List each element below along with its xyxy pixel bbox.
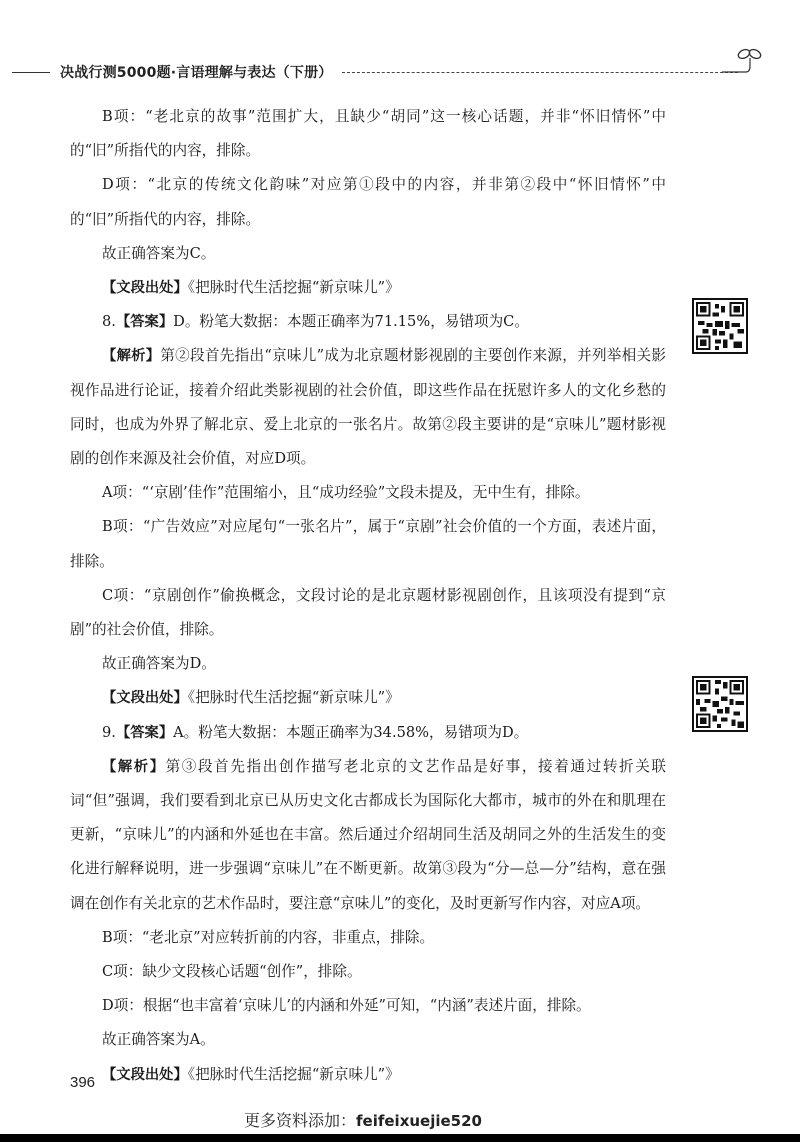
answer-q9: 9.【答案】A。粉笔大数据：本题正确率为34.58%，易错项为D。 [102, 723, 529, 741]
footer-watermark [244, 1108, 482, 1131]
option-d-analysis-q7: D项：“北京的传统文化韵味”对应第①段中的内容，并非第②段中“怀旧情怀”中的“旧”所指代的内容，排除。 [70, 176, 666, 228]
correct-answer-q8: 故正确答案为D。 [102, 655, 216, 673]
qr-code-icon [694, 678, 746, 730]
analysis-label: 【解析】 [102, 758, 166, 775]
correct-answer-q7: 故正确答案为C。 [102, 244, 216, 262]
option-c-analysis-q8: C项：“京剧创作”偷换概念，文段讨论的是北京题材影视剧创作，且该项没有提到“京剧”的社会价值，排除。 [70, 586, 666, 639]
sprout-icon [722, 46, 762, 82]
book-title: 决战行测5000题·言语理解与表达（下册） [60, 65, 333, 81]
answer-label: 【答案】 [115, 314, 174, 331]
source-label: 【文段出处】 [102, 1066, 188, 1083]
document-body [70, 100, 666, 1092]
option-b-analysis-q9: B项：“老北京”对应转折前的内容，非重点，排除。 [102, 928, 435, 946]
footer-prefix: 更多资料添加： [244, 1111, 357, 1130]
source-label: 【文段出处】 [102, 690, 188, 707]
qr-code-q8[interactable] [692, 298, 748, 354]
source-label: 【文段出处】 [102, 280, 188, 297]
header-rule-left [12, 72, 50, 73]
bottom-black-bar [0, 1134, 800, 1142]
qr-code-q9[interactable] [692, 676, 748, 732]
analysis-q9: 【解析】第③段首先指出创作描写老北京的文艺作品是好事，接着通过转折关联词“但”强调，我们要看到北京已从历史文化古都成长为国际化大都市，城市的外在和肌理在更新，“京味儿”的内涵和外延也在丰富。然后通过介绍胡同生活及胡同之外的生活发生的变化进行解释说明，进一步强调“京味儿”在不断更新。故第③段为“分—总—分”结构，意在强调在创作有关北京的艺术作品时，要注意“京味儿”的变化，及时更新写作内容，对应A项。 [70, 757, 666, 912]
option-b-analysis-q8: B项：“广告效应”对应尾句“一张名片”，属于“京剧”社会价值的一个方面，表述片面，排除。 [70, 518, 666, 570]
page-number: 396 [70, 1074, 96, 1091]
correct-answer-q9: 故正确答案为A。 [102, 1031, 215, 1049]
analysis-q8: 【解析】第②段首先指出“京味儿”成为北京题材影视剧的主要创作来源，并列举相关影视作品进行论证，接着介绍此类影视剧的社会价值，即这些作品在抚慰许多人的文化乡愁的同时，也成为外界了解北京、爱上北京的一张名片。故第②段主要讲的是“京味儿”题材影视剧的创作来源及社会价值，对应D项。 [70, 347, 666, 468]
source-q7: 【文段出处】《把脉时代生活挖掘“新京味儿”》 [102, 279, 400, 297]
option-d-analysis-q9: D项：根据“也丰富着‘京味儿’的内涵和外延”可知，“内涵”表述片面，排除。 [102, 997, 591, 1015]
answer-label: 【答案】 [115, 724, 174, 741]
answer-q8: 8.【答案】D。粉笔大数据：本题正确率为71.15%，易错项为C。 [102, 313, 529, 331]
header-rule-right [342, 72, 738, 73]
footer-contact-id: feifeixuejie520 [356, 1112, 482, 1130]
option-b-analysis-q7: B项：“老北京的故事”范围扩大，且缺少“胡同”这一核心话题，并非“怀旧情怀”中的“旧”所指代的内容，排除。 [70, 108, 666, 160]
analysis-label: 【解析】 [102, 348, 161, 365]
source-q9: 【文段出处】《把脉时代生活挖掘“新京味儿”》 [102, 1065, 400, 1083]
source-q8: 【文段出处】《把脉时代生活挖掘“新京味儿”》 [102, 689, 400, 707]
running-header [0, 58, 800, 88]
qr-code-icon [694, 300, 746, 352]
option-c-analysis-q9: C项：缺少文段核心话题“创作”，排除。 [102, 963, 362, 981]
option-a-analysis-q8: A项：“‘京剧’佳作”范围缩小，且“成功经验”文段未提及，无中生有，排除。 [102, 484, 590, 502]
